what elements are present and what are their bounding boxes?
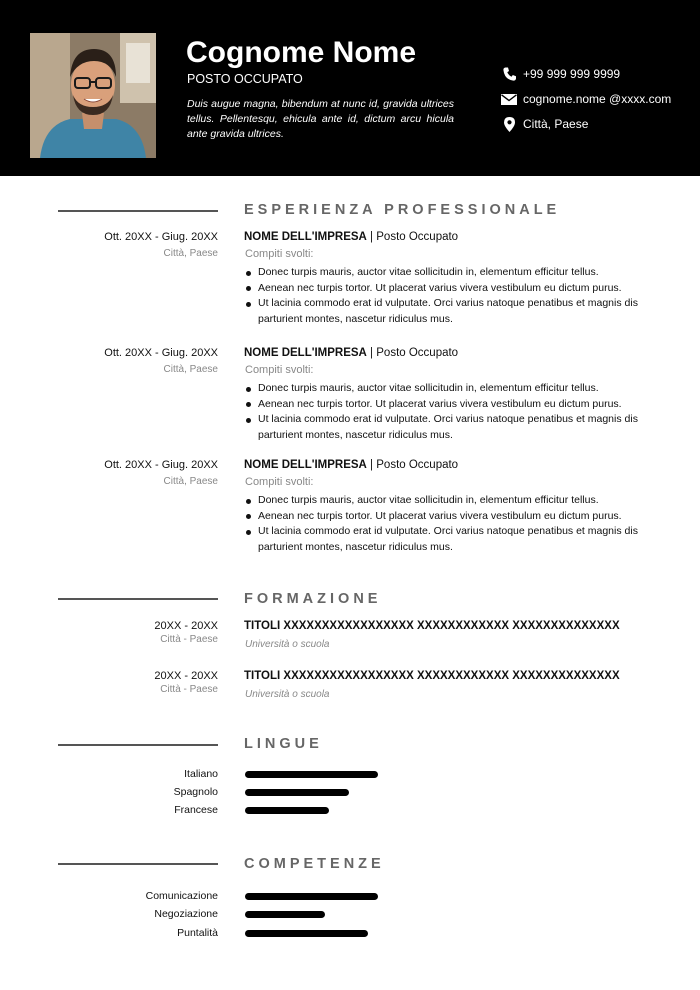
job-position: Posto Occupato [376, 459, 459, 471]
job-location: Città, Paese [163, 364, 218, 375]
skill-level-track [245, 930, 385, 937]
language-name: Francese [174, 804, 218, 816]
skill-name: Puntalità [177, 927, 218, 939]
task-item: Aenean nec turpis tortor. Ut placerat varius vivera vestibulum eu dictum purus. [245, 281, 665, 297]
education-dates: 20XX - 20XX [154, 620, 218, 632]
education-dates: 20XX - 20XX [154, 670, 218, 682]
education-location: Città - Paese [160, 634, 218, 645]
skill-level-track [245, 893, 385, 900]
task-list [245, 381, 665, 443]
task-item: Ut lacinia commodo erat id vulputate. Orci varius natoque penatibus et magnis dis parturient montes, nascetur ridiculus mus. [245, 412, 665, 443]
task-list [245, 493, 665, 555]
section-divider [58, 863, 218, 865]
section-divider [58, 598, 218, 600]
tasks-label: Compiti svolti: [245, 248, 314, 260]
skill-name: Negoziazione [154, 908, 218, 920]
map-pin-icon [500, 116, 518, 132]
language-level-bar [245, 771, 378, 778]
job-company [244, 231, 458, 243]
language-level-track [245, 789, 385, 796]
email-address: cognome.nome @xxxx.com [523, 92, 672, 106]
candidate-name: Cognome Nome [186, 36, 417, 69]
location-text: Città, Paese [523, 117, 589, 131]
task-item: Ut lacinia commodo erat id vulputate. Orci varius natoque penatibus et magnis dis parturient montes, nascetur ridiculus mus. [245, 524, 665, 555]
job-location: Città, Paese [163, 476, 218, 487]
company-separator: | [366, 347, 377, 359]
tasks-label: Compiti svolti: [245, 476, 314, 488]
job-company [244, 347, 458, 359]
job-position: Posto Occupato [376, 347, 459, 359]
education-section-title: FORMAZIONE [244, 591, 382, 607]
job-position: Posto Occupato [376, 231, 459, 243]
task-item: Donec turpis mauris, auctor vitae sollicitudin in, elementum efficitur tellus. [245, 265, 665, 281]
task-item: Aenean nec turpis tortor. Ut placerat varius vivera vestibulum eu dictum purus. [245, 509, 665, 525]
language-level-track [245, 807, 385, 814]
contact-email [500, 91, 671, 107]
section-divider [58, 210, 218, 212]
job-company [244, 459, 458, 471]
job-dates: Ott. 20XX - Giug. 20XX [104, 459, 218, 471]
task-item: Donec turpis mauris, auctor vitae sollicitudin in, elementum efficitur tellus. [245, 381, 665, 397]
job-dates: Ott. 20XX - Giug. 20XX [104, 231, 218, 243]
task-item: Ut lacinia commodo erat id vulputate. Orci varius natoque penatibus et magnis dis parturient montes, nascetur ridiculus mus. [245, 296, 665, 327]
envelope-icon [500, 91, 518, 107]
school-name: Università o scuola [245, 689, 330, 700]
skill-name: Comunicazione [145, 890, 218, 902]
language-level-track [245, 771, 385, 778]
language-level-bar [245, 807, 329, 814]
contact-location [500, 116, 588, 132]
resume-header [0, 0, 700, 176]
section-divider [58, 744, 218, 746]
intro-text: Duis augue magna, bibendum at nunc id, gravida ultrices tellus. Pellentesqu, ehicula ante id, dictum arcu hicula ante gravida ultrices. [187, 98, 454, 140]
company-name: NOME DELL'IMPRESA [244, 347, 367, 359]
company-name: NOME DELL'IMPRESA [244, 459, 367, 471]
task-list [245, 265, 665, 327]
job-dates: Ott. 20XX - Giug. 20XX [104, 347, 218, 359]
company-separator: | [366, 231, 377, 243]
skill-level-bar [245, 911, 325, 918]
company-name: NOME DELL'IMPRESA [244, 231, 367, 243]
skill-level-bar [245, 930, 368, 937]
skills-section-title: COMPETENZE [244, 856, 385, 872]
education-location: Città - Paese [160, 684, 218, 695]
skill-level-track [245, 911, 385, 918]
tasks-label: Compiti svolti: [245, 364, 314, 376]
experience-section-title: ESPERIENZA PROFESSIONALE [244, 202, 561, 218]
language-level-bar [245, 789, 349, 796]
task-item: Aenean nec turpis tortor. Ut placerat varius vivera vestibulum eu dictum purus. [245, 397, 665, 413]
degree-title: TITOLI XXXXXXXXXXXXXXXXX XXXXXXXXXXXX XXXXXXXXXXXXXX [244, 670, 620, 682]
job-location: Città, Paese [163, 248, 218, 259]
language-name: Italiano [184, 768, 218, 780]
company-separator: | [366, 459, 377, 471]
skill-level-bar [245, 893, 378, 900]
language-name: Spagnolo [173, 786, 218, 798]
phone-number: +99 999 999 9999 [523, 67, 621, 81]
task-item: Donec turpis mauris, auctor vitae sollicitudin in, elementum efficitur tellus. [245, 493, 665, 509]
degree-title: TITOLI XXXXXXXXXXXXXXXXX XXXXXXXXXXXX XXXXXXXXXXXXXX [244, 620, 620, 632]
profile-photo [30, 33, 156, 158]
contact-phone [500, 66, 620, 82]
school-name: Università o scuola [245, 639, 330, 650]
phone-icon [500, 66, 518, 82]
job-title: POSTO OCCUPATO [187, 72, 303, 86]
languages-section-title: LINGUE [244, 736, 323, 752]
